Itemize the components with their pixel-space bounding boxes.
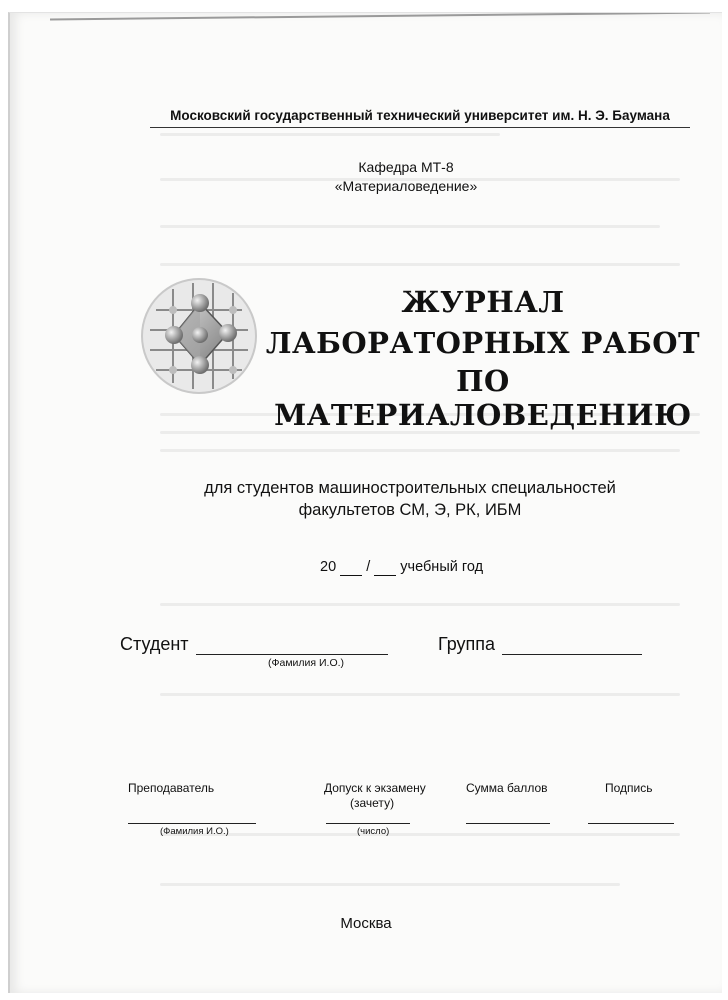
journal-cover-page [8,12,722,993]
title-line-3: ПО МАТЕРИАЛОВЕДЕНИЮ [274,364,692,432]
show-through-mark [160,225,660,228]
group-line[interactable] [502,654,642,655]
university-name: Московский государственный технический университет им. Н. Э. Баумана [150,108,690,128]
department-code: Кафедра МТ-8 [358,159,454,175]
group-label: Группа [438,634,496,654]
page-top-edge [50,12,710,20]
teacher-name-hint: (Фамилия И.О.) [160,826,229,837]
student-label: Студент [120,634,189,654]
show-through-mark [160,133,500,136]
teacher-label: Преподаватель [128,781,215,795]
title-line-2: ЛАБОРАТОРНЫХ РАБОТ [265,326,701,360]
signature-line[interactable] [588,823,674,824]
admission-label: Допуск к экзамену [324,781,426,795]
year-suffix: учебный год [400,559,484,575]
title-line-1: ЖУРНАЛ [401,285,565,319]
teacher-signature-line[interactable] [128,823,256,824]
year-separator: / [366,559,371,575]
show-through-mark [160,833,680,836]
show-through-mark [160,449,680,452]
show-through-mark [160,883,620,886]
admission-sublabel: (зачету) [350,796,395,810]
admission-date-line[interactable] [326,823,410,824]
year-start-blank[interactable] [340,559,362,576]
student-name-line[interactable] [196,654,388,655]
score-label: Сумма баллов [466,781,548,795]
show-through-mark [160,603,680,606]
score-line[interactable] [466,823,550,824]
signature-label: Подпись [605,781,653,795]
academic-year [320,559,483,576]
year-end-blank[interactable] [374,559,396,576]
show-through-mark [160,263,680,266]
show-through-mark [160,693,680,696]
student-name-hint: (Фамилия И.О.) [268,657,345,669]
audience-line-2: факультетов СМ, Э, РК, ИБМ [298,501,522,519]
department-name: «Материаловедение» [334,178,478,194]
crystal-lattice-emblem-icon [138,275,260,397]
year-prefix: 20 [320,559,337,575]
audience-line-1: для студентов машиностроительных специальностей [204,479,616,497]
city: Москва [340,915,392,932]
date-hint: (число) [357,826,390,837]
